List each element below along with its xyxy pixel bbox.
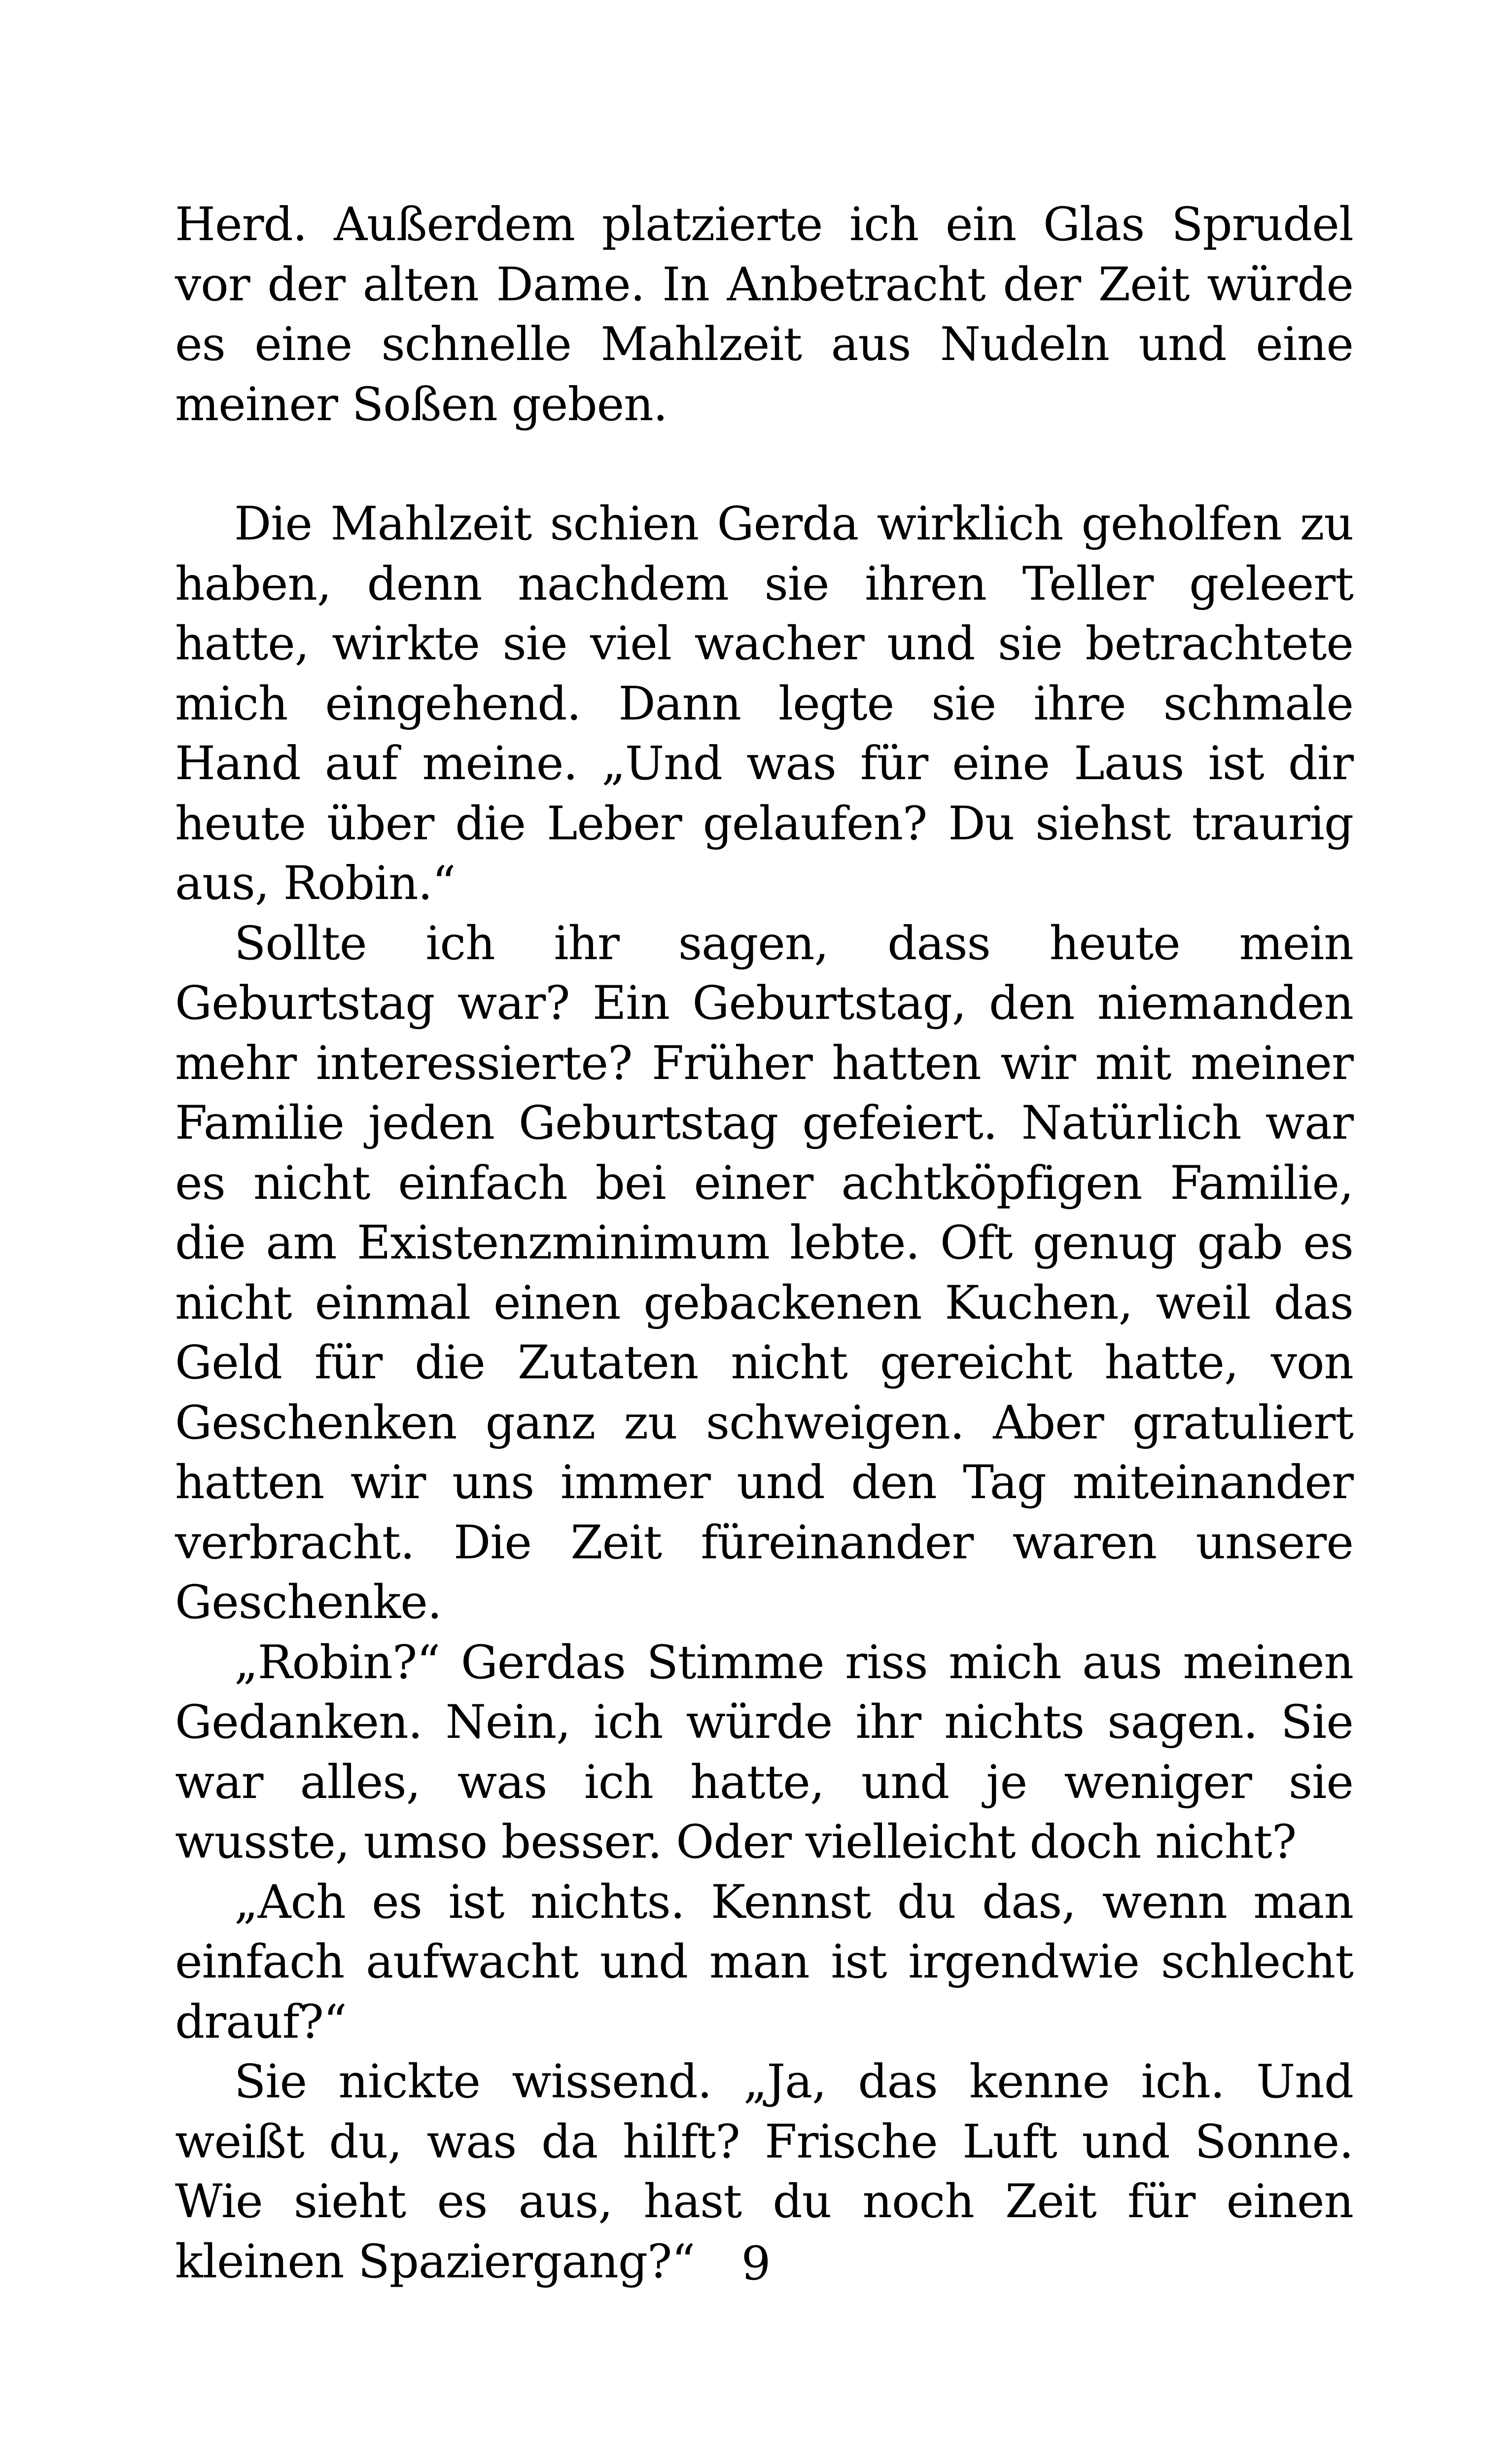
paragraph-3: Sollte ich ihr sagen, dass heute mein Geburtstag war? Ein Geburtstag, den niemanden mehr interessierte? Früher hatten wir mit meiner Familie jeden Geburtstag gefeiert. Natürlich war es nicht einfach bei einer achtköpfigen Familie, die am Existenzminimum lebte. Oft genug gab es nicht einmal einen gebackenen Kuchen, weil das Geld für die Zutaten nicht gereicht hatte, von Geschenken ganz zu schweigen. Aber gratuliert hatten wir uns immer und den Tag miteinander verbracht. Die Zeit füreinander waren unsere Geschenke.: [175, 916, 1353, 1629]
paragraph-2: Die Mahlzeit schien Gerda wirklich geholfen zu haben, denn nachdem sie ihren Teller geleert hatte, wirkte sie viel wacher und sie betrachtete mich eingehend. Dann legte sie ihre schmale Hand auf meine. „Und was für eine Laus ist dir heute über die Leber gelaufen? Du siehst traurig aus, Robin.“: [175, 497, 1353, 910]
paragraph-1: Herd. Außerdem platzierte ich ein Glas Sprudel vor der alten Dame. In Anbetracht der Zeit würde es eine schnelle Mahlzeit aus Nudeln und eine meiner Soßen geben.: [175, 198, 1353, 431]
paragraph-5: „Ach es ist nichts. Kennst du das, wenn man einfach aufwacht und man ist irgendwie schlecht drauf?“: [175, 1875, 1353, 2049]
paragraph-4: „Robin?“ Gerdas Stimme riss mich aus meinen Gedanken. Nein, ich würde ihr nichts sagen. Sie war alles, was ich hatte, und je weniger sie wusste, umso besser. Oder vielleicht doch nicht?: [175, 1635, 1353, 1869]
page-number: 9: [741, 2237, 771, 2291]
paragraph-6: Sie nickte wissend. „Ja, das kenne ich. Und weißt du, was da hilft? Frische Luft und Sonne. Wie sieht es aus, hast du noch Zeit für einen kleinen Spaziergang?“: [175, 2055, 1353, 2289]
body-text: [175, 195, 1353, 2292]
